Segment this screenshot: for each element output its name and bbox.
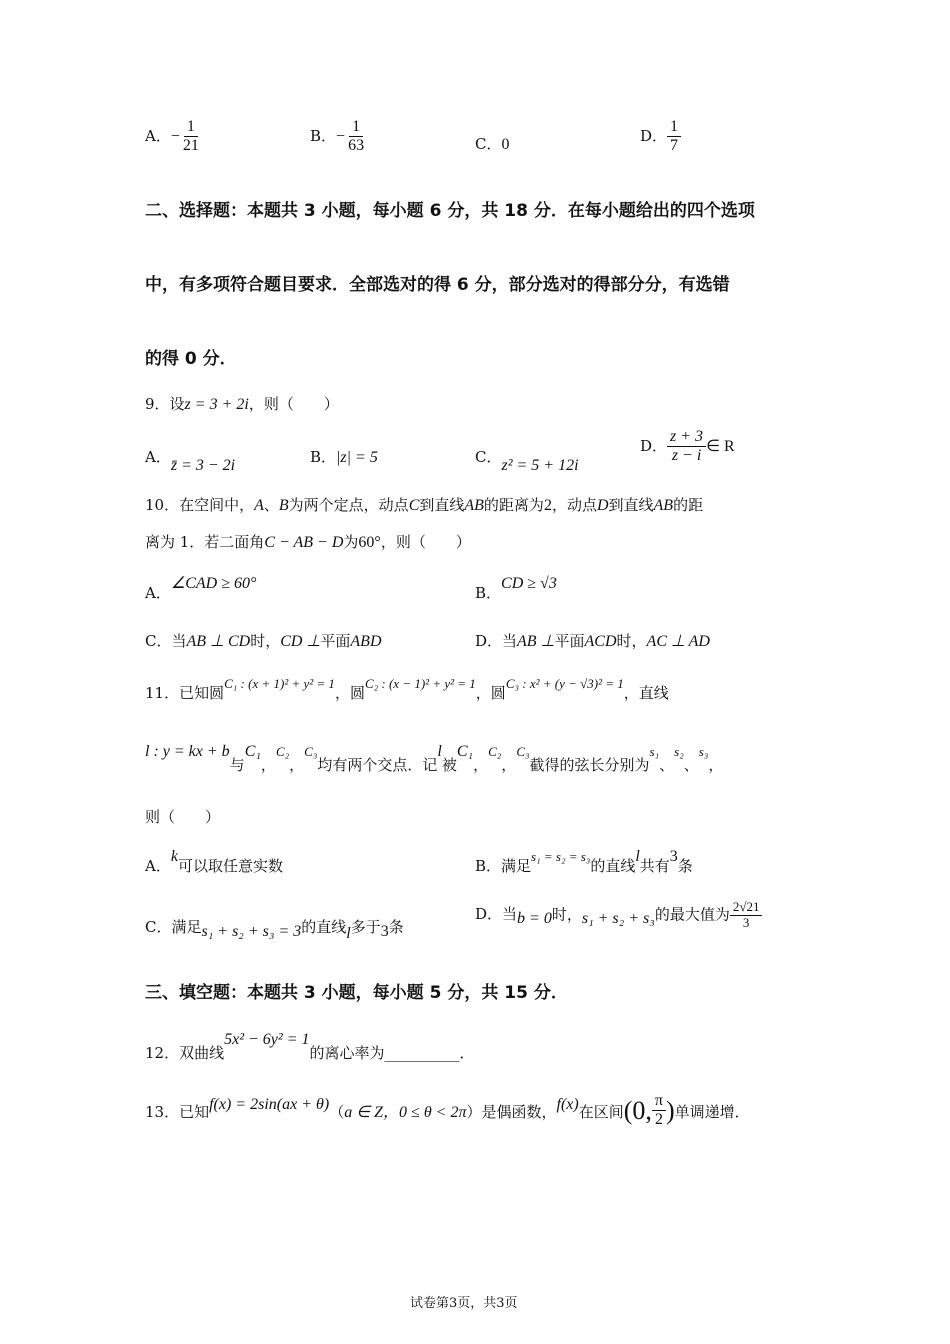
q8-option-b [310, 118, 367, 156]
num: 3 [380, 923, 389, 940]
option-expr: z̄ = 3 − 2i [170, 457, 236, 474]
q9-option-d [640, 428, 735, 466]
text: 11．已知圆 [145, 684, 225, 702]
q13 [145, 1092, 750, 1130]
text: 离为 1．若二面角 [145, 533, 265, 551]
expr: s₁ + s₂ + s₃ [581, 910, 655, 928]
text: 的直线 [301, 918, 347, 936]
text: 时， [551, 905, 582, 924]
text: （ [329, 1102, 345, 1121]
text: 多于 [350, 918, 381, 936]
text: ， [289, 756, 305, 774]
text: 在区间 [578, 1102, 624, 1121]
var: l [635, 848, 640, 865]
numerator: z + 3 [667, 428, 706, 447]
option-label: A． [145, 584, 171, 602]
q10-option-a [145, 572, 257, 602]
text: ，圆 [334, 684, 365, 702]
text: 被 [441, 756, 457, 774]
var: C₃ [304, 744, 318, 759]
text: ， [473, 756, 489, 774]
q11-option-c [145, 916, 404, 942]
q10-line1 [145, 494, 703, 515]
q9-number: 9．设 [145, 395, 185, 413]
text: 13．已知 [145, 1102, 210, 1121]
text: ，圆 [475, 684, 506, 702]
circle-c2: C₂ : (x − 1)² + y² = 1 [364, 676, 476, 691]
sign: − [170, 127, 180, 145]
option-label: D． [640, 126, 668, 145]
fraction [652, 1092, 666, 1130]
q11-line2 [145, 740, 724, 774]
expr: f(x) [556, 1095, 579, 1113]
q8-option-c [475, 133, 509, 154]
numerator: 1 [184, 118, 198, 137]
numerator: 1 [667, 118, 681, 137]
expr: AB ⊥ CD [186, 633, 251, 650]
section2-heading-line3: 的得 0 分． [145, 349, 237, 369]
denominator: 63 [348, 137, 365, 155]
circle-c1: C₁ : (x + 1)² + y² = 1 [224, 676, 335, 691]
section2-heading-line1: 二、选择题：本题共 3 小题，每小题 6 分，共 18 分．在每小题给出的四个选项 [145, 201, 755, 221]
q9-option-a [145, 446, 236, 474]
q9-stem [145, 393, 339, 414]
q9-tail: ，则（ ） [248, 395, 339, 413]
text: 、 [659, 756, 675, 774]
q11-line3: 则（ ） [145, 808, 221, 826]
expr: AC ⊥ AD [646, 633, 710, 650]
var: s₂ [674, 744, 684, 759]
text: C．满足 [145, 918, 202, 936]
denominator: z − i [671, 447, 702, 465]
var: s₃ [698, 744, 709, 759]
text: 平面 [320, 632, 351, 650]
denominator: 3 [742, 914, 750, 930]
text: ）是偶函数， [466, 1102, 557, 1121]
text: 平面 [554, 632, 585, 650]
expr: AB ⊥ [517, 633, 555, 650]
denominator: 7 [670, 137, 679, 155]
expr: ACD [584, 633, 617, 650]
option-label: C． [475, 448, 502, 466]
var: B [278, 497, 289, 514]
option-label: A． [145, 857, 171, 875]
interval-left: (0, [623, 1095, 652, 1125]
text: 、 [683, 756, 699, 774]
text: 条 [388, 918, 404, 936]
option-tail: ∈ R [706, 437, 735, 455]
expr: a ∈ Z，0 ≤ θ < 2π [344, 1103, 467, 1121]
text: 的离心率为 [309, 1044, 385, 1062]
text: 10．在空间中， [145, 496, 255, 514]
option-label: A． [145, 126, 171, 145]
text: ，直线 [623, 684, 669, 702]
text: 到直线 [608, 496, 654, 514]
var: C₂ [488, 744, 502, 759]
var: C₁ [456, 743, 474, 760]
option-label: B． [475, 584, 502, 602]
text: 可以取任意实数 [177, 857, 283, 875]
circle-c3: C₃ : x² + (y − √3)² = 1 [505, 676, 624, 691]
q8-option-a [145, 118, 202, 156]
text: 与 [229, 756, 245, 774]
var: C₃ [516, 744, 530, 759]
section2-heading-line2: 中，有多项符合题目要求．全部选对的得 6 分，部分选对的得部分分，有选错 [145, 275, 730, 295]
var: AB [653, 497, 674, 514]
text: ， [501, 756, 517, 774]
var: l [346, 925, 351, 942]
num: 2 [543, 497, 552, 514]
q8-option-d [640, 118, 681, 156]
expr: f(x) = 2sin(ax + θ) [209, 1095, 330, 1113]
denominator: 2 [654, 1111, 663, 1129]
q11-line1 [145, 672, 669, 702]
q11-option-b [475, 845, 693, 875]
text: C．当 [145, 632, 187, 650]
answer-blank: __________ [384, 1044, 460, 1062]
option-label: C． [475, 135, 502, 153]
text: 时， [250, 632, 281, 650]
q11-option-a [145, 845, 283, 875]
text: ． [459, 1044, 475, 1062]
numerator: π [652, 1092, 666, 1111]
q10-option-c [145, 630, 382, 651]
text: 12．双曲线 [145, 1044, 225, 1062]
fraction [180, 118, 202, 156]
text: 单调递增． [674, 1102, 750, 1121]
fraction [667, 428, 706, 466]
var: C₁ [244, 743, 261, 760]
q10-option-d [475, 630, 710, 651]
numerator: 2√21 [730, 900, 763, 916]
text: 条 [677, 857, 693, 875]
sign: − [336, 127, 346, 145]
option-expr: ∠CAD ≥ 60° [170, 575, 257, 592]
expr: s₁ + s₂ + s₃ = 3 [201, 923, 302, 940]
var: k [170, 848, 178, 865]
text: D．当 [475, 632, 518, 650]
var: A [254, 497, 264, 514]
text: 的直线 [590, 857, 636, 875]
q11-option-d [475, 900, 762, 931]
text: ， [260, 756, 276, 774]
text: 为 [343, 533, 359, 551]
var: l [437, 743, 442, 760]
text: 的距 [673, 496, 704, 514]
expr: ABD [350, 633, 382, 650]
text: ，动点 [551, 496, 597, 514]
option-label: D． [640, 436, 668, 455]
option-label: B． [310, 448, 337, 466]
var: D [596, 497, 609, 514]
text: 的距离为 [483, 496, 544, 514]
var: AB [464, 497, 484, 514]
expr: C − AB − D [264, 534, 344, 551]
text: 的最大值为 [654, 905, 730, 924]
line-expr: l : y = kx + b [145, 743, 230, 760]
q9-expr: z = 3 + 2i [184, 396, 249, 413]
num: 3 [669, 848, 678, 865]
text: 到直线 [419, 496, 465, 514]
q10-line2 [145, 531, 471, 552]
section3-heading: 三、填空题：本题共 3 小题，每小题 5 分，共 15 分． [145, 983, 568, 1003]
text: 为两个定点，动点 [288, 496, 409, 514]
var: C [408, 497, 420, 514]
fraction [730, 900, 763, 931]
option-expr: CD ≥ √3 [501, 575, 557, 592]
interval-right: ) [665, 1095, 675, 1125]
option-expr: |z| = 5 [336, 449, 378, 466]
fraction [667, 118, 681, 156]
text: 共有 [639, 857, 670, 875]
text: 、 [263, 496, 279, 514]
expr: b = 0 [517, 910, 552, 928]
text: 时， [616, 632, 647, 650]
fraction [345, 118, 367, 156]
q9-option-c [475, 446, 579, 474]
option-expr: z² = 5 + 12i [501, 457, 579, 474]
q10-option-b [475, 572, 557, 602]
var: s₁ [649, 744, 660, 759]
q9-option-b [310, 446, 378, 467]
value: 0 [501, 136, 510, 153]
expr: 60° [358, 534, 381, 551]
q12 [145, 1028, 475, 1062]
text: 截得的弦长分别为 [529, 756, 650, 774]
text: D．当 [475, 905, 518, 924]
option-label: B． [310, 126, 337, 145]
text: 均有两个交点．记 [317, 756, 438, 774]
numerator: 1 [349, 118, 363, 137]
option-label: A． [145, 448, 171, 466]
denominator: 21 [182, 137, 199, 155]
expr: 5x² − 6y² = 1 [224, 1031, 310, 1048]
text: B．满足 [475, 857, 532, 875]
var: C₂ [275, 744, 290, 759]
expr: s₁ = s₂ = s₃ [531, 849, 591, 864]
text: ，则（ ） [380, 533, 471, 551]
expr: CD ⊥ [280, 633, 321, 650]
text: ， [708, 756, 724, 774]
page-footer: 试卷第3页，共3页 [410, 1296, 518, 1311]
